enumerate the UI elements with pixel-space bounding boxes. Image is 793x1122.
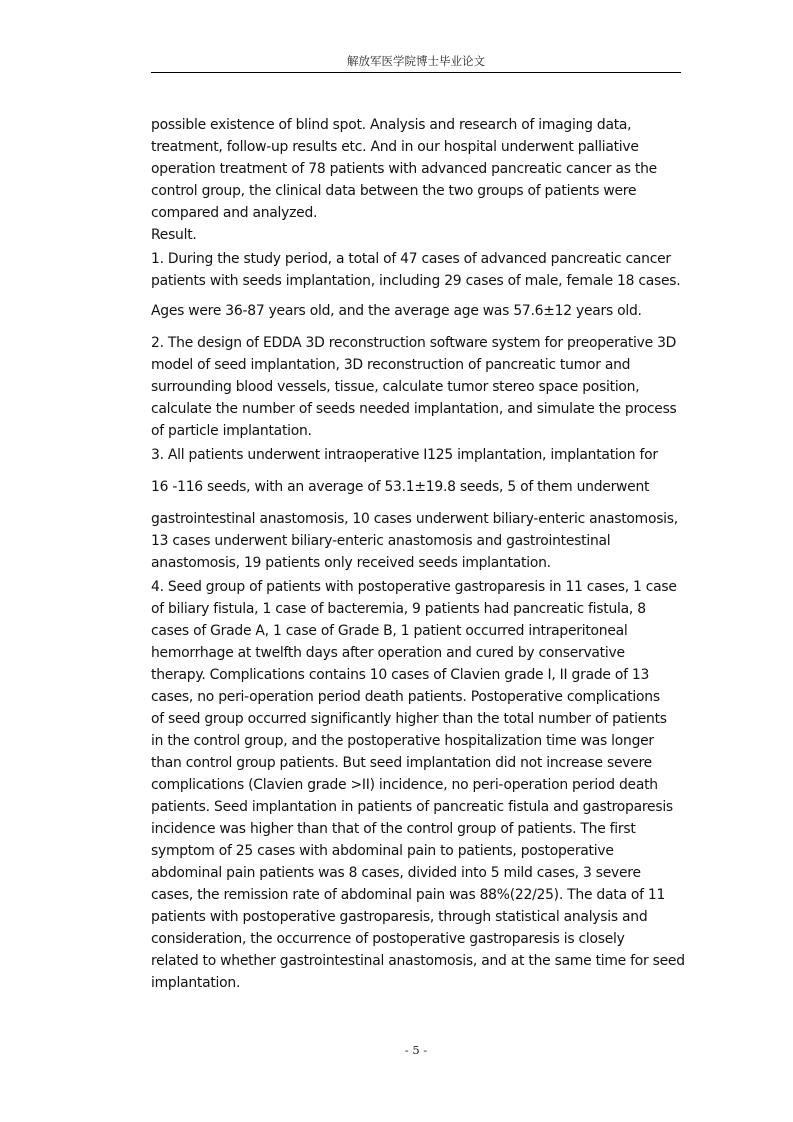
paragraph-result-3-continued: gastrointestinal anastomosis, 10 cases underwent biliary-enteric anastomosis, 13 cases underwent biliary-enteric anastomosis and gastrointestinal anastomosis, 19 patients only received seeds implantation. bbox=[151, 511, 678, 571]
paragraph-methods-continued: possible existence of blind spot. Analysis and research of imaging data, treatment, follow-up results etc. And in our hospital underwent palliative operation treatment of 78 patients with advanced pancreatic cancer as the control group, the clinical data between the two groups of patients were compared and analyzed. bbox=[151, 117, 657, 221]
paragraph-result-3-line-2: 16 -116 seeds, with an average of 53.1±19.8 seeds, 5 of them underwent bbox=[151, 479, 650, 495]
running-header: 解放军医学院博士毕业论文 bbox=[347, 54, 485, 68]
paragraph-result-1-ages: Ages were 36-87 years old, and the average age was 57.6±12 years old. bbox=[151, 303, 642, 319]
paragraph-result-2: 2. The design of EDDA 3D reconstruction software system for preoperative 3D model of seed implantation, 3D reconstruction of pancreatic tumor and surrounding blood vessels, tissue, calculate tumor stereo space position, calculate the number of seeds needed implantation, and simulate the process of particle implantation. bbox=[151, 335, 677, 439]
page-number: - 5 - bbox=[404, 1043, 428, 1057]
paragraph-result-heading: Result. bbox=[151, 227, 197, 243]
header-rule bbox=[151, 72, 681, 73]
paragraph-result-3-line-1: 3. All patients underwent intraoperative I125 implantation, implantation for bbox=[151, 447, 658, 463]
paragraph-result-1: 1. During the study period, a total of 47 cases of advanced pancreatic cancer patients with seeds implantation, including 29 cases of male, female 18 cases. bbox=[151, 251, 681, 289]
body-text bbox=[151, 114, 691, 994]
paragraph-result-4: 4. Seed group of patients with postoperative gastroparesis in 11 cases, 1 case of biliary fistula, 1 case of bacteremia, 9 patients had pancreatic fistula, 8 cases of Grade A, 1 case of Grade B, 1 patient occurred intraperitoneal hemorrhage at twelfth days after operation and cured by conservative therapy. Complications contains 10 cases of Clavien grade I, II grade of 13 cases, no peri-operation period death patients. Postoperative complications of seed group occurred significantly higher than the total number of patients in the control group, and the postoperative hospitalization time was longer than control group patients. But seed implantation did not increase severe complications (Clavien grade >II) incidence, no peri-operation period death patients. Seed implantation in patients of pancreatic fistula and gastroparesis incidence was higher than that of the control group of patients. The first symptom of 25 cases with abdominal pain to patients, postoperative abdominal pain patients was 8 cases, divided into 5 mild cases, 3 severe cases, the remission rate of abdominal pain was 88%(22/25). The data of 11 patients with postoperative gastroparesis, through statistical analysis and consideration, the occurrence of postoperative gastroparesis is closely related to whether gastrointestinal anastomosis, and at the same time for seed implantation. bbox=[151, 579, 685, 991]
